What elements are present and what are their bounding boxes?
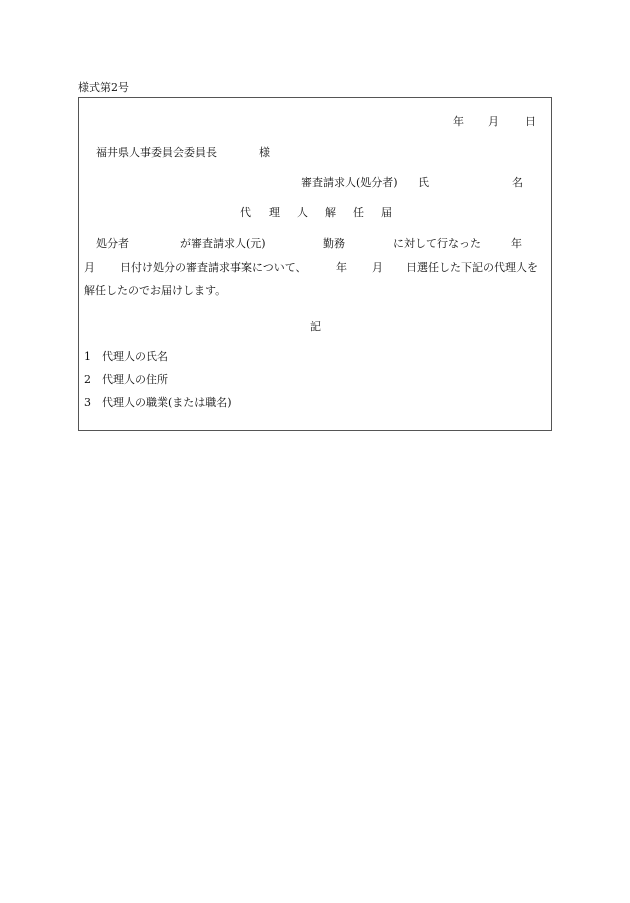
body-text: 年 xyxy=(336,261,347,274)
body-text: が審査請求人(元) xyxy=(180,237,266,250)
body-text: 月 xyxy=(372,261,383,274)
title-char: 任 xyxy=(353,206,364,219)
title-char: 解 xyxy=(325,206,336,219)
title-char: 理 xyxy=(269,206,280,219)
item-text: 代理人の住所 xyxy=(102,373,168,386)
title-char: 代 xyxy=(240,206,251,219)
item-number: 2 xyxy=(84,373,91,386)
item-text: 代理人の職業(または職名) xyxy=(102,396,232,409)
date-year: 年 xyxy=(453,115,464,128)
list-item xyxy=(84,373,168,387)
body-text: 日付け処分の審査請求事案について、 xyxy=(120,261,307,274)
title-char: 届 xyxy=(381,206,392,219)
title-char: 人 xyxy=(297,206,308,219)
addressee-honorific: 様 xyxy=(259,146,270,159)
applicant-name-1: 氏 xyxy=(418,176,429,189)
body-text: に対して行なった xyxy=(393,237,481,250)
item-number: 1 xyxy=(84,350,91,363)
addressee-name: 福井県人事委員会委員長 xyxy=(96,146,217,159)
item-number: 3 xyxy=(84,396,91,409)
body-text: 処分者 xyxy=(96,237,129,250)
applicant-name-2: 名 xyxy=(512,176,523,189)
body-text: 解任したのでお届けします。 xyxy=(84,284,227,297)
body-text: 勤務 xyxy=(323,237,345,250)
list-item xyxy=(84,350,168,364)
ki-heading: 記 xyxy=(310,320,321,333)
body-text: 月 xyxy=(84,261,95,274)
form-number: 様式第2号 xyxy=(78,81,129,94)
list-item xyxy=(84,396,232,410)
date-month: 月 xyxy=(488,115,499,128)
body-text: 年 xyxy=(511,237,522,250)
document-title xyxy=(0,206,630,222)
item-text: 代理人の氏名 xyxy=(102,350,168,363)
date-day: 日 xyxy=(525,115,536,128)
body-text: 日選任した下記の代理人を xyxy=(406,261,538,274)
applicant-label: 審査請求人(処分者) xyxy=(301,176,398,189)
